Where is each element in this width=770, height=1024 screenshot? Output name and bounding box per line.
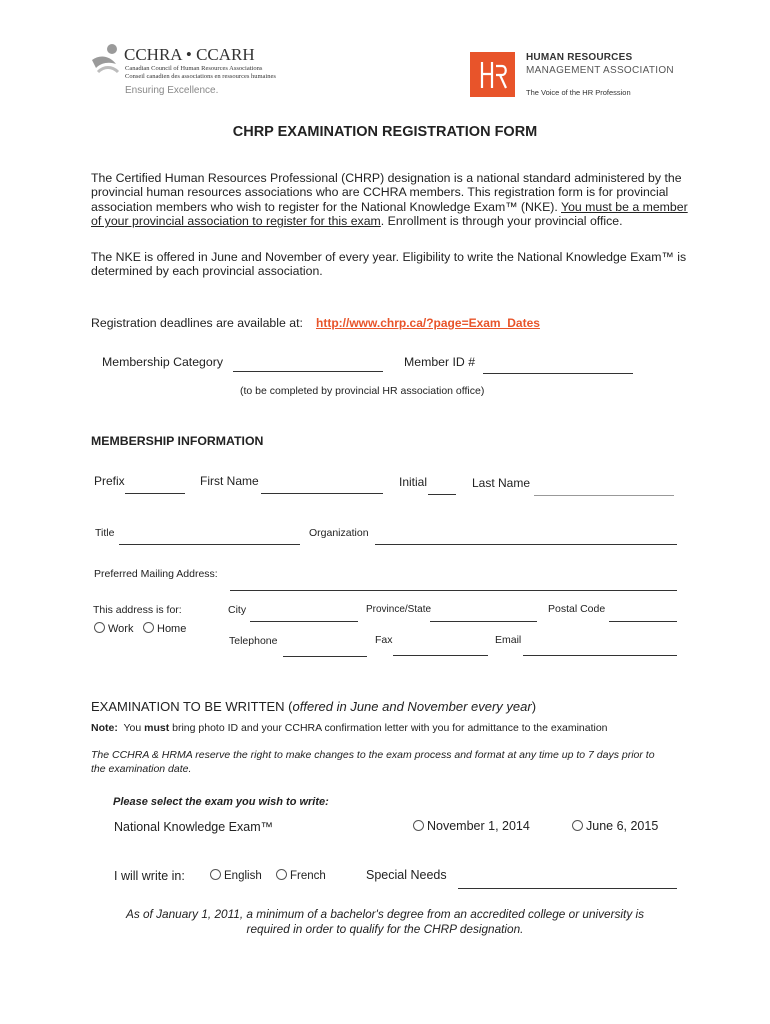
prefix-underline [125,493,185,494]
intro-paragraph-1 [91,171,691,229]
work-radio-icon[interactable] [94,622,105,633]
degree-requirement-note: As of January 1, 2011, a minimum of a bachelor's degree from an accredited college or university is required in order to qualify for the CHRP designation. [125,907,645,936]
intro-text-2: . Enrollment is through your provincial office. [380,214,623,229]
hrma-line2: MANAGEMENT ASSOCIATION [526,65,674,76]
office-use-note: (to be completed by provincial HR association office) [240,385,485,397]
cchra-tagline: Ensuring Excellence. [125,85,219,96]
telephone-underline [283,656,367,657]
email-field[interactable] [523,640,681,656]
membership-category-field[interactable] [233,356,387,372]
member-id-label: Member ID # [404,355,476,369]
form-title: CHRP EXAMINATION REGISTRATION FORM [232,124,538,140]
date1-label: November 1, 2014 [427,819,530,833]
date2-label: June 6, 2015 [586,819,659,833]
city-underline [250,621,358,622]
cchra-emblem-icon [90,42,124,78]
note-text-1: You [117,722,145,734]
special-needs-underline [458,888,677,889]
deadlines-label: Registration deadlines are available at: [91,316,303,330]
date2-option[interactable] [572,819,658,833]
date1-option[interactable] [413,819,530,833]
first-name-underline [261,493,383,494]
cchra-logo [90,42,280,100]
title-field[interactable] [119,529,304,545]
postal-code-underline [609,621,677,622]
write-in-label: I will write in: [114,869,185,883]
work-option[interactable] [94,622,133,635]
email-label: Email [495,634,522,646]
telephone-label: Telephone [229,635,278,647]
title-underline [119,544,300,545]
province-label: Province/State [366,604,432,615]
initial-label: Initial [399,475,428,489]
telephone-field[interactable] [283,641,371,657]
organization-field[interactable] [375,529,681,545]
province-underline [430,621,537,622]
hrma-line1: HUMAN RESOURCES [526,52,633,63]
cchra-name: CCHRA • CCARH [124,45,255,64]
exam-name: National Knowledge Exam™ [114,820,274,834]
home-option[interactable] [143,622,186,635]
english-radio-icon[interactable] [210,869,221,880]
mailing-address-field[interactable] [230,575,681,591]
cchra-english-name: Canadian Council of Human Resources Associations [125,65,263,72]
exam-heading [91,699,536,714]
home-label: Home [157,623,187,635]
membership-category-underline [233,371,383,372]
exam-disclaimer: The CCHRA & HRMA reserve the right to make changes to the exam process and format at any time up to 7 days prior to the examination date. [91,749,655,775]
french-radio-icon[interactable] [276,869,287,880]
intro-membership-requirement: You must be a member of your provincial association to register for this exam [91,199,688,229]
last-name-underline [534,495,674,496]
home-radio-icon[interactable] [143,622,154,633]
note-must: must [144,722,170,734]
exam-heading-italic: offered in June and November every year [292,699,532,714]
note-text-2: bring photo ID and your CCHRA confirmation letter with you for admittance to the examination [169,722,608,734]
note-label: Note: [91,722,118,734]
membership-heading: MEMBERSHIP INFORMATION [91,434,264,448]
exam-heading-text: EXAMINATION TO BE WRITTEN ( [91,699,293,714]
hrma-logo [470,52,690,102]
organization-underline [375,544,677,545]
french-option[interactable] [276,869,326,882]
postal-code-label: Postal Code [548,603,606,615]
email-underline [523,655,677,656]
city-label: City [228,604,247,616]
mailing-address-label: Preferred Mailing Address: [94,568,218,580]
english-option[interactable] [210,869,262,882]
hrma-emblem-icon [470,52,515,97]
fax-label: Fax [375,634,393,646]
deadlines-link[interactable]: http://www.chrp.ca/?page=Exam_Dates [316,316,540,330]
title-label: Title [95,527,115,539]
english-label: English [224,870,262,882]
select-exam-label: Please select the exam you wish to write: [113,796,329,808]
intro-text-1: The Certified Human Resources Professional (CHRP) designation is a national standard administered by the provincial human resources associations who are CCHRA members. This registration form is for provincial association members who wish to register for the National Knowledge Exam™ (NKE). [91,171,682,214]
date2-radio-icon[interactable] [572,820,583,831]
first-name-label: First Name [200,474,259,488]
fax-field[interactable] [393,640,492,656]
french-label: French [290,870,326,882]
prefix-label: Prefix [94,474,125,488]
cchra-french-name: Conseil canadien des associations en ressources humaines [125,73,276,80]
last-name-label: Last Name [472,476,531,490]
exam-heading-end: ) [531,699,537,714]
member-id-underline [483,373,633,374]
address-for-label: This address is for: [93,604,182,616]
exam-note [91,722,608,734]
fax-underline [393,655,488,656]
member-id-field[interactable] [483,357,637,373]
special-needs-field[interactable] [458,873,681,889]
organization-label: Organization [309,527,369,539]
work-label: Work [108,623,134,635]
membership-category-label: Membership Category [102,355,223,369]
special-needs-label: Special Needs [366,868,447,882]
hrma-tagline: The Voice of the HR Profession [526,88,631,97]
mailing-address-underline [230,590,677,591]
date1-radio-icon[interactable] [413,820,424,831]
initial-underline [428,494,456,495]
intro-paragraph-2: The NKE is offered in June and November of every year. Eligibility to write the National Knowledge Exam™ is determined by each provincial association. [91,250,687,279]
